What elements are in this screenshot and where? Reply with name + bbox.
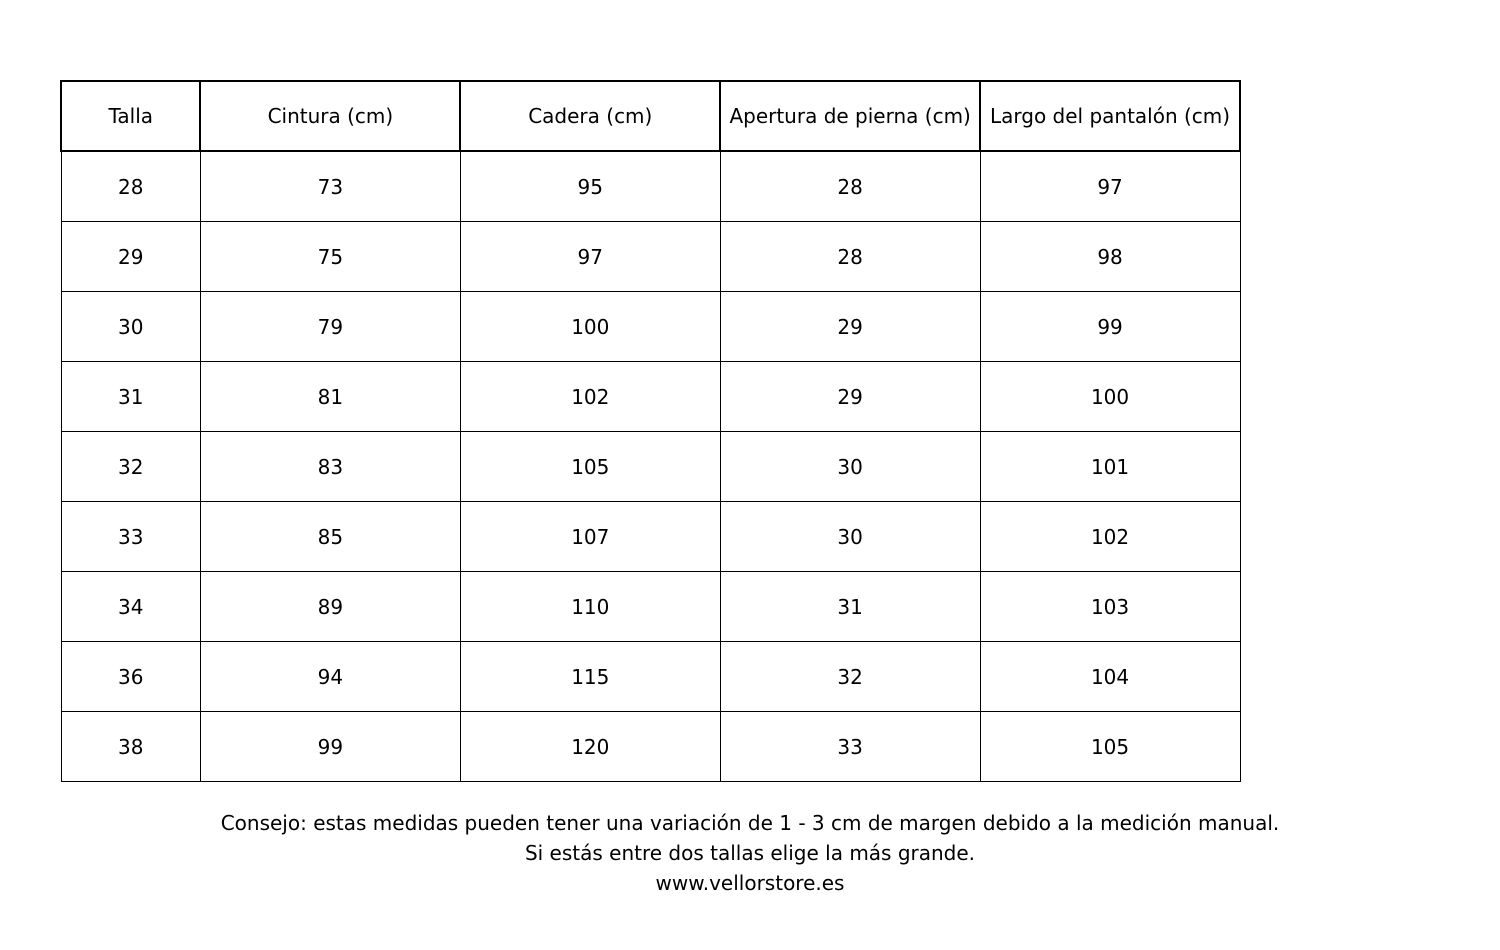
header-apertura-pierna: Apertura de pierna (cm) <box>720 81 980 151</box>
cell-apertura-pierna: 28 <box>720 222 980 292</box>
cell-cadera: 105 <box>460 432 720 502</box>
cell-talla: 32 <box>61 432 200 502</box>
table-row <box>61 222 1240 292</box>
size-chart-table <box>60 80 1241 782</box>
cell-cintura: 85 <box>200 502 460 572</box>
cell-largo-pantalon: 102 <box>980 502 1240 572</box>
cell-cadera: 107 <box>460 502 720 572</box>
cell-talla: 31 <box>61 362 200 432</box>
cell-largo-pantalon: 103 <box>980 572 1240 642</box>
cell-apertura-pierna: 29 <box>720 292 980 362</box>
cell-cintura: 79 <box>200 292 460 362</box>
table-row <box>61 292 1240 362</box>
cell-talla: 30 <box>61 292 200 362</box>
cell-cadera: 110 <box>460 572 720 642</box>
cell-apertura-pierna: 30 <box>720 502 980 572</box>
table-row <box>61 432 1240 502</box>
table-row <box>61 151 1240 222</box>
cell-talla: 28 <box>61 151 200 222</box>
cell-largo-pantalon: 99 <box>980 292 1240 362</box>
cell-cadera: 115 <box>460 642 720 712</box>
cell-talla: 34 <box>61 572 200 642</box>
cell-apertura-pierna: 30 <box>720 432 980 502</box>
header-cadera: Cadera (cm) <box>460 81 720 151</box>
cell-cadera: 100 <box>460 292 720 362</box>
cell-largo-pantalon: 100 <box>980 362 1240 432</box>
cell-cintura: 89 <box>200 572 460 642</box>
cell-largo-pantalon: 97 <box>980 151 1240 222</box>
cell-apertura-pierna: 29 <box>720 362 980 432</box>
cell-cintura: 83 <box>200 432 460 502</box>
advice-text: Consejo: estas medidas pueden tener una variación de 1 - 3 cm de margen debido a la medición manual. <box>220 811 1280 835</box>
cell-apertura-pierna: 33 <box>720 712 980 782</box>
cell-apertura-pierna: 31 <box>720 572 980 642</box>
cell-cadera: 102 <box>460 362 720 432</box>
table-row <box>61 712 1240 782</box>
cell-largo-pantalon: 98 <box>980 222 1240 292</box>
cell-cadera: 97 <box>460 222 720 292</box>
cell-talla: 33 <box>61 502 200 572</box>
table-row <box>61 642 1240 712</box>
cell-talla: 29 <box>61 222 200 292</box>
cell-cintura: 94 <box>200 642 460 712</box>
table-header-row <box>61 81 1240 151</box>
header-talla: Talla <box>61 81 200 151</box>
recommendation-text: Si estás entre dos tallas elige la más grande. <box>524 841 976 865</box>
table-row <box>61 362 1240 432</box>
cell-cintura: 75 <box>200 222 460 292</box>
header-largo-pantalon: Largo del pantalón (cm) <box>980 81 1240 151</box>
cell-cintura: 81 <box>200 362 460 432</box>
cell-cadera: 95 <box>460 151 720 222</box>
footer-notes <box>0 808 1500 898</box>
cell-largo-pantalon: 101 <box>980 432 1240 502</box>
table-row <box>61 502 1240 572</box>
cell-cintura: 99 <box>200 712 460 782</box>
cell-cadera: 120 <box>460 712 720 782</box>
cell-talla: 36 <box>61 642 200 712</box>
cell-apertura-pierna: 32 <box>720 642 980 712</box>
cell-apertura-pierna: 28 <box>720 151 980 222</box>
table-row <box>61 572 1240 642</box>
header-cintura: Cintura (cm) <box>200 81 460 151</box>
website-text: www.vellorstore.es <box>655 871 845 895</box>
cell-largo-pantalon: 105 <box>980 712 1240 782</box>
cell-cintura: 73 <box>200 151 460 222</box>
cell-largo-pantalon: 104 <box>980 642 1240 712</box>
cell-talla: 38 <box>61 712 200 782</box>
